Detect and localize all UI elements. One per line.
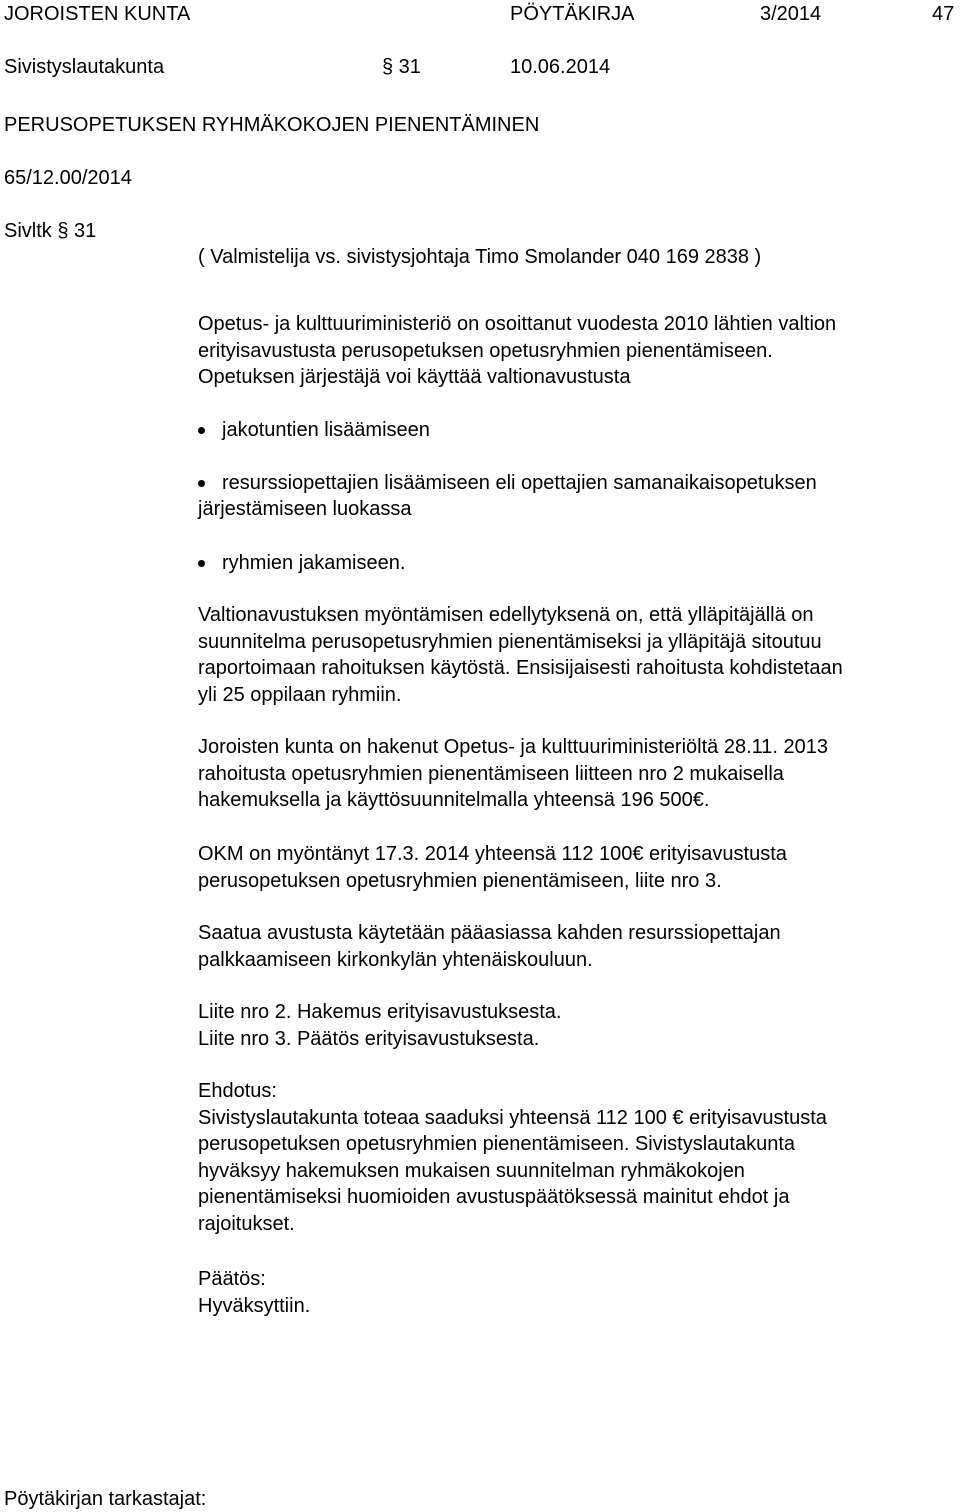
bullet-icon (198, 480, 205, 487)
decision-section (198, 1266, 938, 1319)
bullet-item (198, 417, 430, 444)
municipality-name: JOROISTEN KUNTA (4, 3, 191, 25)
proposal-heading: Ehdotus: (198, 1080, 277, 1102)
condition-line: suunnitelma perusopetusryhmien pienentämiseksi ja ylläpitäjä sitoutuu (198, 630, 822, 653)
proposal-line: pienentämiseksi huomioiden avustuspäätöksessä mainitut ehdot ja (198, 1186, 790, 1208)
bullet-continuation: järjestämiseen luokassa (198, 498, 412, 520)
bullet-icon (198, 427, 205, 434)
intro-line: erityisavustusta perusopetuksen opetusryhmien pienentämiseen. (198, 339, 773, 362)
meeting-date: 10.06.2014 (510, 56, 611, 78)
page-number: 47 (932, 3, 955, 25)
proposal-line: hyväksyy hakemuksen mukaisen suunnitelman ryhmäkokojen (198, 1159, 745, 1182)
proposal-line: rajoitukset. (198, 1212, 295, 1235)
condition-line: yli 25 oppilaan ryhmiin. (198, 683, 402, 706)
reviewers-label: Pöytäkirjan tarkastajat: (4, 1488, 207, 1510)
application-paragraph (198, 734, 938, 814)
grant-line: OKM on myöntänyt 17.3. 2014 yhteensä 112 100€ erityisavustusta (198, 843, 787, 865)
bullet-text: ryhmien jakamiseen. (222, 552, 406, 574)
usage-paragraph (198, 920, 938, 973)
condition-line: Valtionavustuksen myöntämisen edellytyksenä on, että ylläpitäjällä on (198, 604, 814, 626)
usage-line: palkkaamiseen kirkonkylän yhtenäiskouluun. (198, 948, 593, 971)
proposal-line: perusopetuksen opetusryhmien pienentämiseen. Sivistyslautakunta (198, 1133, 796, 1155)
bullet-item (198, 470, 817, 497)
bullet-item (198, 550, 405, 577)
grant-line: perusopetuksen opetusryhmien pienentämiseen, liite nro 3. (198, 869, 722, 892)
record-id: 65/12.00/2014 (4, 167, 132, 189)
usage-line: Saatua avustusta käytetään pääasiassa kahden resurssiopettajan (198, 922, 781, 944)
application-line: rahoitusta opetusryhmien pienentämiseen liitteen nro 2 mukaisella (198, 762, 784, 785)
bullet-text: jakotuntien lisäämiseen (222, 419, 430, 441)
application-line: hakemuksella ja käyttösuunnitelmalla yhteensä 196 500€. (198, 789, 710, 811)
intro-line: Opetuksen järjestäjä voi käyttää valtionavustusta (198, 366, 631, 388)
document-type: PÖYTÄKIRJA (510, 3, 635, 25)
grant-paragraph (198, 841, 938, 894)
intro-line: Opetus- ja kulttuuriministeriö on osoittanut vuodesta 2010 lähtien valtion (198, 313, 837, 335)
page-title: PERUSOPETUKSEN RYHMÄKOKOJEN PIENENTÄMINEN (4, 114, 540, 136)
decision-text: Hyväksyttiin. (198, 1294, 311, 1317)
attachments-list (198, 999, 938, 1052)
attachment-item: Liite nro 2. Hakemus erityisavustuksesta. (198, 1001, 562, 1023)
document-number: 3/2014 (760, 3, 822, 25)
attachment-item: Liite nro 3. Päätös erityisavustuksesta. (198, 1027, 540, 1050)
bullet-icon (198, 560, 205, 567)
proposal-section (198, 1078, 938, 1237)
condition-line: raportoimaan rahoituksen käytöstä. Ensisijaisesti rahoitusta kohdistetaan (198, 657, 843, 679)
intro-paragraph (198, 311, 938, 391)
application-line: Joroisten kunta on hakenut Opetus- ja kulttuuriministeriöltä 28.11. 2013 (198, 736, 828, 758)
bullet-text: resurssiopettajien lisäämiseen eli opettajien samanaikaisopetuksen (222, 472, 817, 494)
preparer-line: ( Valmistelija vs. sivistysjohtaja Timo Smolander 040 169 2838 ) (198, 246, 762, 268)
item-reference: Sivltk § 31 (4, 220, 97, 242)
condition-paragraph (198, 602, 938, 708)
decision-heading: Päätös: (198, 1268, 266, 1290)
proposal-line: Sivistyslautakunta toteaa saaduksi yhteensä 112 100 € erityisavustusta (198, 1106, 827, 1129)
section-number: § 31 (382, 56, 421, 78)
board-name: Sivistyslautakunta (4, 56, 165, 78)
